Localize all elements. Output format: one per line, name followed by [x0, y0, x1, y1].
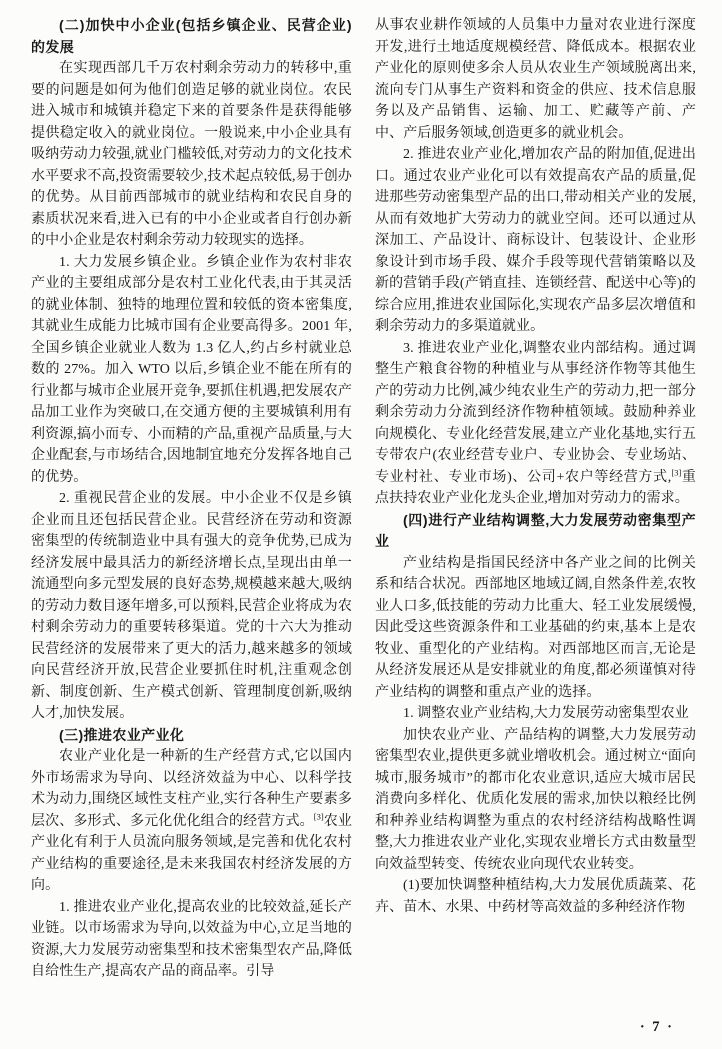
paragraph: (1)要加快调整种植结构,大力发展优质蔬菜、花卉、苗木、水果、中药材等高效益的多种经济作物: [375, 878, 696, 915]
paragraph: 在实现西部几千万农村剩余劳动力的转移中,重要的问题是如何为他们创造足够的就业岗位。农民进入城市和城镇并稳定下来的首要条件是获得能够提供稳定收入的就业岗位。一般说来,中小企业具有吸纳劳动力较强,就业门槛较低,对劳动力的文化技术水平要求不高,投资需要较少,技术起点较低,易于创办的优势。从目前西部城市的就业结构和农民自身的素质状况来看,进入已有的中小企业或者自行创办新的中小企业是农村剩余劳动力较现实的选择。: [31, 61, 352, 248]
paragraph: 2. 重视民营企业的发展。中小企业不仅是乡镇企业而且还包括民营企业。民营经济在劳动和资源密集型的传统制造业中具有强大的竞争优势,已成为经济发展中最具活力的新经济增长点,呈现出由单一流通型向多元型发展的良好态势,规模越来越大,吸纳的劳动力数目逐年增多,可以预料,民营企业将成为农村剩余劳动力的重要转移渠道。党的十六大为推动民营经济的发展带来了更大的活力,越来越多的领域向民营经济开放,民营企业要抓住时机,注重观念创新、制度创新、生产模式创新、管理制度创新,吸纳人才,加快发展。: [31, 491, 352, 721]
paragraph: 3. 推进农业产业化,调整农业内部结构。通过调整生产粮食谷物的种植业与从事经济作物等其他生产的劳动力比例,减少纯农业生产的劳动力,把一部分剩余劳动力分流到经济作物种植领域。鼓励种养业向规模化、专业化经营发展,建立产业化基地,实行五专带农户(农业经营专业户、专业协会、专业场站、专业村社、专业市场)、公司+农户等经营方式,[3]重点扶持农业产业化龙头企业,增加对劳动力的需求。: [375, 340, 696, 506]
section-heading: (四)进行产业结构调整,大力发展劳动密集型产业: [375, 511, 696, 549]
paragraph: 2. 推进农业产业化,增加农产品的附加值,促进出口。通过农业产业化可以有效提高农产品的质量,促进那些劳动密集型产品的出口,带动相关产业的发展,从而有效地扩大劳动力的就业空间。还可以通过从深加工、产品设计、商标设计、包装设计、企业形象设计到市场手段、媒介手段等现代营销策略以及新的营销手段(产销直挂、连锁经营、配送中心等)的综合应用,推进农业国际化,实现农产品多层次增值和剩余劳动力的多渠道就业。: [375, 147, 696, 334]
paragraph: 1. 推进农业产业化,提高农业的比较效益,延长产业链。以市场需求为导向,以效益为中心,立足当地的资源,大力发展劳动密集型和技术密集型农产品,降低自给性生产,提高农产品的商品率。引导: [31, 899, 352, 979]
paragraph: 加快农业产业、产品结构的调整,大力发展劳动密集型农业,提供更多就业增收机会。通过树立“面向城市,服务城市”的都市化农业意识,适应大城市居民消费向多样化、优质化发展的需求,加快以粮经比例和种养业结构调整为重点的农村经济结构战略性调整,大力推进农业产业化,实现农业增长方式由数量型向效益型转变、传统农业向现代农业转变。: [375, 727, 696, 872]
footnote-ref: [3]: [671, 466, 682, 477]
footnote-ref: [3]: [313, 810, 324, 821]
paragraph: 1. 大力发展乡镇企业。乡镇企业作为农村非农产业的主要组成部分是农村工业化代表,由于其灵活的就业体制、独特的地理位置和较低的资本密集度,其就业生成能力比城市国有企业要高得多。2001 年,全国乡镇企业就业人数为 1.3 亿人,约占乡村就业总数的 27%。加入 WTO 以后,乡镇企业不能在所有的行业都与城市企业展开竞争,要抓住机遇,把发展农产品加工业作为突破口,在交通方便的主要城镇利用有利资源,搞小而专、小而精的产品,重视产品质量,与大企业配套,与市场结合,因地制宜地充分发挥各地自己的优势。: [31, 254, 352, 485]
paragraph: 从事农业耕作领域的人员集中力量对农业进行深度开发,进行土地适度规模经营、降低成本。根据农业产业化的原则使多余人员从农业生产领域脱离出来,流向专门从事生产资料和资金的供应、技术信息服务以及产品销售、运输、加工、贮藏等产前、产中、产后服务领域,创造更多的就业机会。: [375, 18, 696, 141]
column-right: [375, 15, 696, 983]
paragraph: 农业产业化是一种新的生产经营方式,它以国内外市场需求为导向、以经济效益为中心、以科学技术为动力,围绕区域性支柱产业,实行各种生产要素多层次、多形式、多元化优化组合的经营方式。[3]农业产业化有利于人员流向服务领域,是完善和优化农村产业结构的重要途径,是未来我国农村经济发展的方向。: [31, 749, 352, 893]
paragraph: 1. 调整农业产业结构,大力发展劳动密集型农业: [403, 706, 689, 721]
paragraph: 产业结构是指国民经济中各产业之间的比例关系和结合状况。西部地区地域辽阔,自然条件差,农牧业人口多,低技能的劳动力比重大、轻工业发展缓慢,因此受这些资源条件和工业基础的约束,基本上是农牧业、重型化的产业结构。对西部地区而言,无论是从经济发展还从是安排就业的角度,都必须谨慎对待产业结构的调整和重点产业的选择。: [375, 555, 696, 700]
column-left: [31, 15, 352, 983]
section-heading: (二)加快中小企业(包括乡镇企业、民营企业)的发展: [31, 17, 352, 55]
section-heading: (三)推进农业产业化: [59, 726, 185, 743]
page-number: · 7 ·: [639, 1019, 674, 1035]
